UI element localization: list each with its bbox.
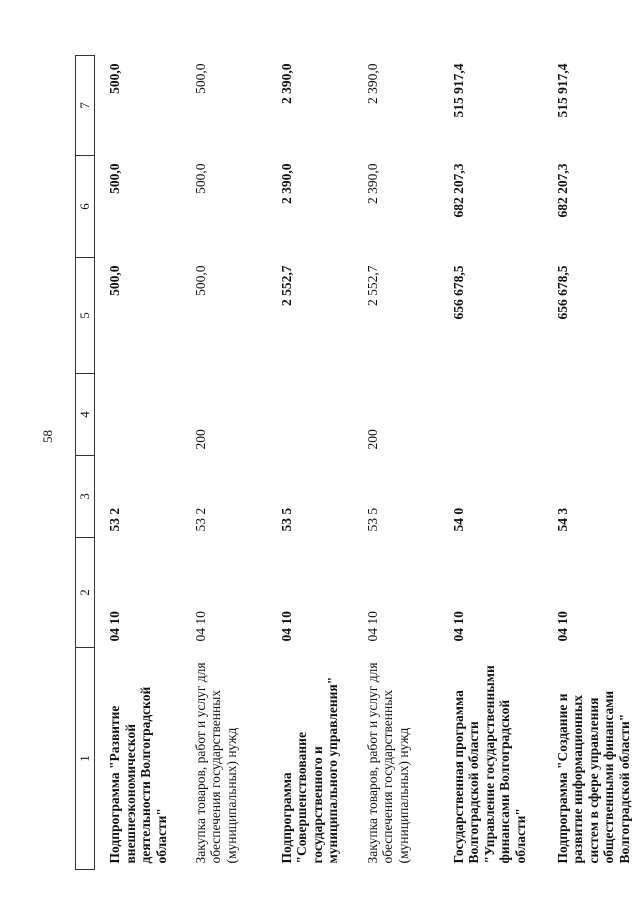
section-code: 04 10 (278, 611, 294, 642)
column-header-2: 2 (76, 538, 95, 648)
amount-col5: 2 552,7 (364, 265, 380, 306)
column-header-1: 1 (76, 648, 95, 870)
program-code: 54 0 (450, 507, 466, 532)
table-row (439, 56, 543, 870)
section-code: 04 10 (554, 611, 570, 642)
row-name: Подпрограмма "Создание и развитие информационных систем в сфере управления общественными финансами Волгоградской области" (554, 690, 632, 864)
amount-col5: 656 678,5 (554, 265, 570, 320)
page-number: 58 (40, 430, 55, 443)
budget-table (75, 55, 640, 870)
row-name: Подпрограмма "Развитие внешнеэкономической деятельности Волгоградской области" (107, 686, 169, 864)
table-row (353, 56, 439, 870)
section-code: 04 10 (450, 611, 466, 642)
amount-col7: 500,0 (192, 63, 208, 94)
expense-type-code (439, 374, 543, 456)
table-row (181, 56, 267, 870)
expense-type-code (95, 374, 181, 456)
amount-col6: 2 390,0 (278, 163, 294, 204)
amount-col5: 2 552,7 (278, 265, 294, 306)
row-name: Закупка товаров, работ и услуг для обеспечения государственных (муниципальных) нужд (192, 662, 239, 864)
amount-col6: 2 390,0 (364, 163, 380, 204)
header-row (76, 56, 95, 870)
program-code: 53 2 (107, 507, 122, 532)
column-header-4: 4 (76, 374, 95, 456)
table-row (543, 56, 640, 870)
amount-col6: 682 207,3 (450, 163, 466, 218)
column-header-5: 5 (76, 258, 95, 374)
column-header-7: 7 (76, 56, 95, 156)
amount-col7: 2 390,0 (364, 63, 380, 104)
section-code: 04 10 (364, 611, 380, 642)
amount-col7: 515 917,4 (554, 63, 570, 118)
row-name: Подпрограмма "Совершенствование государственного и муниципального управления" (278, 676, 340, 864)
amount-col6: 682 207,3 (554, 163, 570, 218)
program-code: 54 3 (554, 507, 570, 532)
amount-col7: 2 390,0 (278, 63, 294, 104)
column-header-3: 3 (76, 456, 95, 538)
expense-type-code (543, 374, 640, 456)
program-code: 53 5 (364, 507, 380, 532)
expense-type-code (267, 374, 353, 456)
program-code: 53 2 (192, 507, 208, 532)
column-header-6: 6 (76, 156, 95, 258)
table-row (267, 56, 353, 870)
amount-col7: 500,0 (107, 63, 122, 94)
row-name: Государственная программа Волгоградской области "Управление государственными финансами Волгоградской области" (450, 665, 528, 864)
amount-col5: 500,0 (192, 265, 208, 296)
rotated-table-wrapper (75, 56, 632, 870)
section-code: 04 10 (107, 611, 122, 642)
program-code: 53 5 (278, 507, 294, 532)
amount-col6: 500,0 (107, 163, 122, 194)
expense-type-code: 200 (192, 429, 208, 450)
section-code: 04 10 (192, 611, 208, 642)
row-name: Закупка товаров, работ и услуг для обеспечения государственных (муниципальных) нужд (364, 662, 411, 864)
amount-col5: 500,0 (107, 265, 122, 296)
amount-col6: 500,0 (192, 163, 208, 194)
amount-col5: 656 678,5 (450, 265, 466, 320)
amount-col7: 515 917,4 (450, 63, 466, 118)
table-row (95, 56, 181, 870)
expense-type-code: 200 (364, 429, 380, 450)
